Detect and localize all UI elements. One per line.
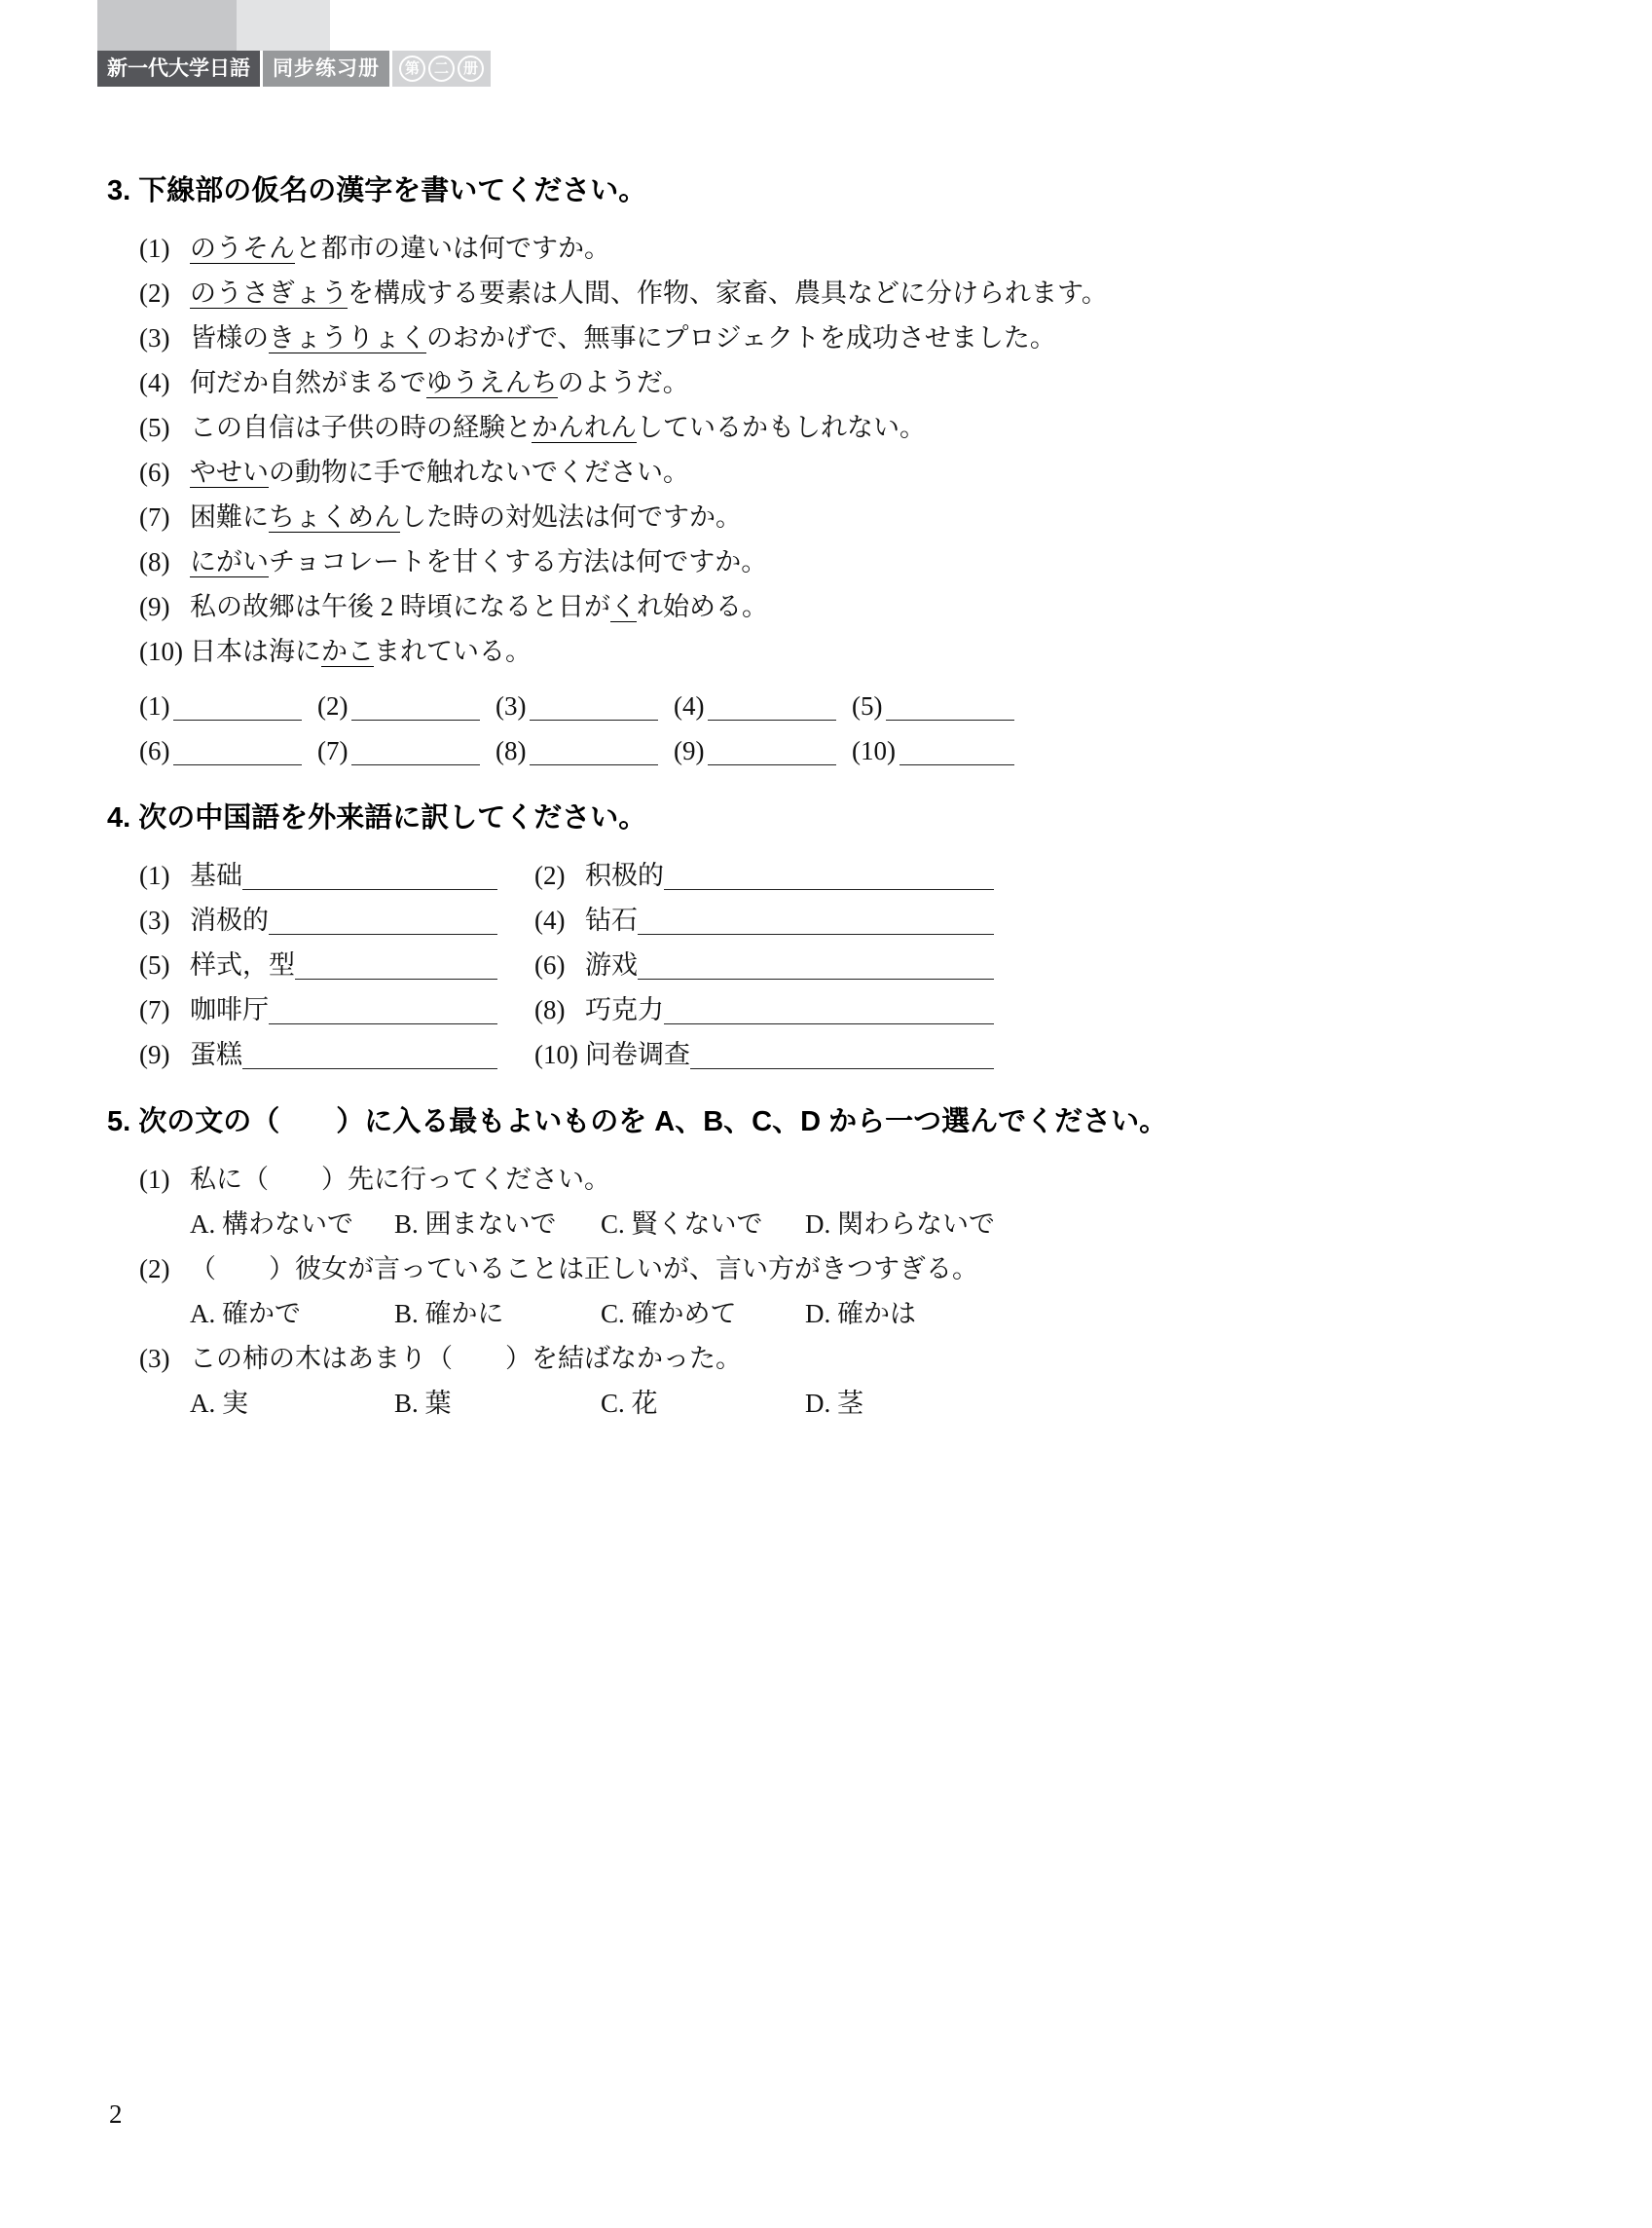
sentence-segment: まれている。 xyxy=(374,637,532,666)
item-number: (7) xyxy=(139,995,170,1024)
item-number: (8) xyxy=(534,995,566,1024)
item-number: (2) xyxy=(139,278,170,308)
item-sentence xyxy=(190,629,1548,674)
kanji-exercise-item xyxy=(139,539,1548,584)
section3-title: 3. 下線部の仮名の漢字を書いてください。 xyxy=(107,175,647,206)
option-a: A. 構わないで xyxy=(190,1209,353,1239)
section3-items xyxy=(139,226,1548,674)
item-number: (6) xyxy=(139,458,170,487)
series-title-badge: 新一代大学日語 xyxy=(97,51,260,87)
translation-item xyxy=(139,898,497,943)
answer-blank xyxy=(317,684,496,728)
answer-blank-number: (10) xyxy=(852,736,896,765)
options-row xyxy=(190,1381,1548,1426)
answer-line xyxy=(664,889,994,890)
item-sentence xyxy=(190,405,1548,450)
option-b: B. 確かに xyxy=(394,1299,504,1328)
kanji-exercise-item xyxy=(139,226,1548,271)
sentence-segment: 私の故郷は午後 2 時頃になると日が xyxy=(190,592,610,621)
chinese-term: 游戏 xyxy=(585,950,638,980)
answer-blank-line xyxy=(708,720,836,721)
question-line xyxy=(139,1157,1548,1202)
answer-blank-number: (2) xyxy=(317,691,349,721)
sentence-segment: 困難に xyxy=(190,502,269,532)
answer-blank xyxy=(496,728,674,773)
section4-title: 4. 次の中国語を外来語に訳してください。 xyxy=(107,802,647,834)
item-number: (1) xyxy=(139,1165,170,1194)
answer-blank-number: (7) xyxy=(317,736,349,765)
answer-blank-number: (4) xyxy=(674,691,705,721)
answer-blank-line xyxy=(173,764,302,765)
option-d: D. 確かは xyxy=(805,1299,916,1328)
answer-line xyxy=(638,979,994,980)
answer-line xyxy=(638,934,994,935)
sentence-segment: 皆様の xyxy=(190,323,269,353)
item-number: (2) xyxy=(534,861,566,890)
option-c: C. 確かめて xyxy=(601,1299,737,1328)
option-a: A. 確かで xyxy=(190,1299,301,1328)
option-a: A. 実 xyxy=(190,1389,248,1418)
chinese-term: 积极的 xyxy=(585,861,664,890)
answer-blank-line xyxy=(708,764,836,765)
sentence-segment: 何だか自然がまるで xyxy=(190,368,426,397)
underlined-kana: のうさぎょう xyxy=(190,278,348,308)
answer-blank-line xyxy=(530,764,658,765)
sentence-segment: の動物に手で触れないでください。 xyxy=(269,458,689,487)
question-text: 私に（ ）先に行ってください。 xyxy=(190,1165,610,1194)
subtitle-badge: 同步练习册 xyxy=(263,51,389,87)
item-sentence xyxy=(190,226,1548,271)
item-number: (10) xyxy=(139,637,183,666)
item-number: (1) xyxy=(139,234,170,263)
answer-blank-number: (1) xyxy=(139,691,170,721)
question-text: この柿の木はあまり（ ）を結ばなかった。 xyxy=(190,1344,742,1373)
chinese-term: 咖啡厅 xyxy=(190,995,269,1024)
option-d: D. 関わらないで xyxy=(805,1209,995,1239)
answer-blank xyxy=(139,684,317,728)
answer-blank xyxy=(139,728,317,773)
kanji-exercise-item xyxy=(139,271,1548,316)
kanji-exercise-item xyxy=(139,629,1548,674)
kanji-exercise-item xyxy=(139,450,1548,495)
translation-item xyxy=(139,853,497,898)
translation-item xyxy=(139,987,497,1032)
item-number: (7) xyxy=(139,502,170,532)
underlined-kana: ゆうえんち xyxy=(425,368,558,397)
item-number: (3) xyxy=(139,906,170,935)
answer-blank-line xyxy=(530,720,658,721)
answer-blank-row xyxy=(139,684,1548,728)
underlined-kana: きょうりょく xyxy=(269,323,426,353)
underlined-kana: にがい xyxy=(190,547,269,576)
question-line xyxy=(139,1336,1548,1381)
item-number: (9) xyxy=(139,592,170,621)
kanji-exercise-item xyxy=(139,360,1548,405)
kanji-exercise-item xyxy=(139,584,1548,629)
question-line xyxy=(139,1246,1548,1291)
chinese-term: 蛋糕 xyxy=(190,1040,242,1069)
item-sentence xyxy=(190,495,1548,539)
chinese-term: 问卷调查 xyxy=(585,1040,690,1069)
item-sentence xyxy=(190,360,1548,405)
chinese-term: 样式，型 xyxy=(190,950,295,980)
header-decoration-light-block xyxy=(237,0,330,51)
sentence-segment: チョコレートを甘くする方法は何ですか。 xyxy=(269,547,768,576)
answer-line xyxy=(242,1068,497,1069)
section5-questions xyxy=(107,1157,1548,1426)
answer-blank xyxy=(852,684,1030,728)
item-number: (8) xyxy=(139,547,170,576)
header-badges xyxy=(97,51,491,87)
item-number: (6) xyxy=(534,950,566,980)
chinese-term: 钻石 xyxy=(585,906,638,935)
answer-blank-number: (6) xyxy=(139,736,170,765)
kanji-exercise-item xyxy=(139,495,1548,539)
underlined-kana: のうそん xyxy=(190,234,295,263)
item-sentence xyxy=(190,539,1548,584)
sentence-segment: を構成する要素は人間、作物、家畜、農具などに分けられます。 xyxy=(348,278,1108,308)
sentence-segment: この自信は子供の時の経験と xyxy=(190,413,532,442)
answer-blank-number: (8) xyxy=(496,736,527,765)
kanji-exercise-item xyxy=(139,316,1548,360)
translation-item xyxy=(139,943,497,987)
answer-blank-line xyxy=(173,720,302,721)
section5-title: 5. 次の文の（ ）に入る最もよいものを A、B、C、D から一つ選んでください。 xyxy=(107,1106,1168,1137)
translation-item xyxy=(534,1032,994,1077)
item-number: (3) xyxy=(139,323,170,353)
sentence-segment: した時の対処法は何ですか。 xyxy=(400,502,742,532)
item-number: (10) xyxy=(534,1040,578,1069)
page-content xyxy=(107,171,1548,1426)
item-sentence xyxy=(190,316,1548,360)
answer-blank-number: (3) xyxy=(496,691,527,721)
item-number: (4) xyxy=(139,368,170,397)
volume-badge-character: 二 xyxy=(428,56,455,82)
item-sentence xyxy=(190,584,1548,629)
item-number: (1) xyxy=(139,861,170,890)
kanji-exercise-item xyxy=(139,405,1548,450)
chinese-term: 基础 xyxy=(190,861,242,890)
item-number: (2) xyxy=(139,1254,170,1283)
item-sentence xyxy=(190,450,1548,495)
answer-blank-row xyxy=(139,728,1548,773)
page-number: 2 xyxy=(109,2099,123,2129)
answer-line xyxy=(295,979,497,980)
item-number: (4) xyxy=(534,906,566,935)
options-row xyxy=(190,1202,1548,1246)
answer-line xyxy=(269,1023,497,1024)
answer-line xyxy=(664,1023,994,1024)
header-decoration-dark-block xyxy=(97,0,237,51)
sentence-segment: 日本は海に xyxy=(190,637,321,666)
answer-blank xyxy=(674,684,852,728)
answer-line xyxy=(690,1068,994,1069)
multiple-choice-question xyxy=(107,1336,1548,1426)
option-d: D. 茎 xyxy=(805,1389,863,1418)
sentence-segment: のおかげで、無事にプロジェクトを成功させました。 xyxy=(426,323,1056,353)
sentence-segment: と都市の違いは何ですか。 xyxy=(295,234,610,263)
multiple-choice-question xyxy=(107,1157,1548,1246)
item-number: (5) xyxy=(139,950,170,980)
answer-line xyxy=(242,889,497,890)
chinese-term: 巧克力 xyxy=(585,995,664,1024)
option-b: B. 囲まないで xyxy=(394,1209,557,1239)
volume-badge xyxy=(392,51,491,87)
volume-badge-character: 册 xyxy=(458,56,484,82)
volume-badge-character: 第 xyxy=(399,56,425,82)
answer-blank-number: (9) xyxy=(674,736,705,765)
answer-blank xyxy=(496,684,674,728)
answer-line xyxy=(269,934,497,935)
option-c: C. 花 xyxy=(601,1389,658,1418)
answer-blank-line xyxy=(351,720,480,721)
item-sentence xyxy=(190,271,1548,316)
answer-blank-line xyxy=(899,764,1014,765)
sentence-segment: れ始める。 xyxy=(637,592,768,621)
options-row xyxy=(190,1291,1548,1336)
underlined-kana: かんれん xyxy=(532,413,637,442)
sentence-segment: しているかもしれない。 xyxy=(637,413,926,442)
item-number: (3) xyxy=(139,1344,170,1373)
answer-blank-line xyxy=(351,764,480,765)
section3-answer-blanks xyxy=(139,684,1548,773)
translation-item xyxy=(534,898,994,943)
option-b: B. 葉 xyxy=(394,1389,452,1418)
item-number: (9) xyxy=(139,1040,170,1069)
translation-item xyxy=(534,987,994,1032)
answer-blank xyxy=(674,728,852,773)
translation-item xyxy=(534,943,994,987)
answer-blank xyxy=(317,728,496,773)
section4-items xyxy=(139,853,1548,1077)
underlined-kana: やせい xyxy=(190,458,269,487)
multiple-choice-question xyxy=(107,1246,1548,1336)
question-text: （ ）彼女が言っていることは正しいが、言い方がきつすぎる。 xyxy=(190,1254,978,1283)
translation-item xyxy=(534,853,994,898)
underlined-kana: ちょくめん xyxy=(269,502,400,532)
sentence-segment: のようだ。 xyxy=(557,368,689,397)
answer-blank xyxy=(852,728,1030,773)
option-c: C. 賢くないで xyxy=(601,1209,763,1239)
answer-blank-number: (5) xyxy=(852,691,883,721)
answer-blank-line xyxy=(886,720,1014,721)
item-number: (5) xyxy=(139,413,170,442)
translation-item xyxy=(139,1032,497,1077)
chinese-term: 消极的 xyxy=(190,906,269,935)
underlined-kana: かこ xyxy=(321,637,374,666)
underlined-kana: く xyxy=(610,592,637,621)
